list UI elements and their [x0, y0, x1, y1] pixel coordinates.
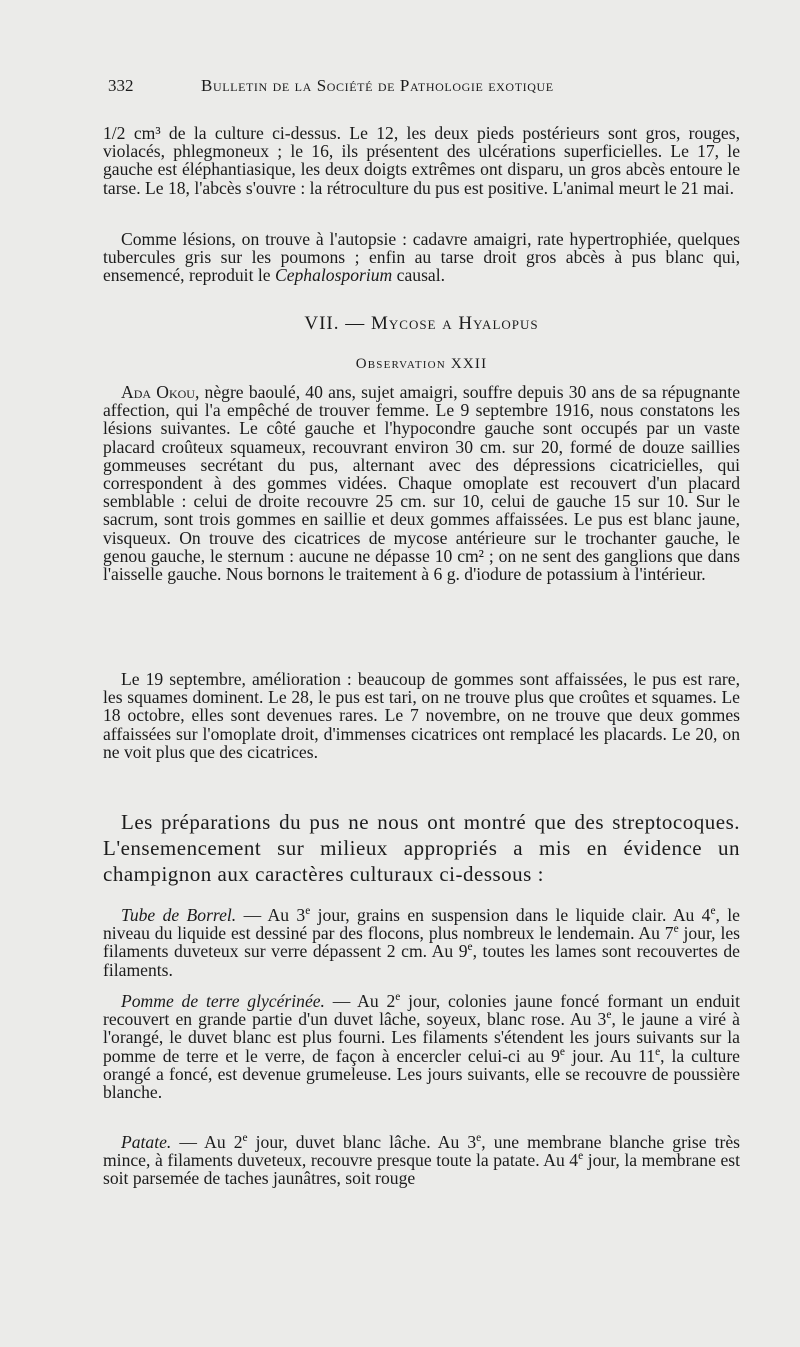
- text-run: causal.: [392, 265, 446, 286]
- paragraph-2: [103, 230, 740, 285]
- medium-name: Tube de Borrel.: [121, 905, 237, 925]
- paragraph-4: [103, 670, 740, 761]
- observation-heading-block: [103, 356, 740, 373]
- paragraph-8: [103, 1133, 740, 1188]
- paragraph-5: [103, 810, 740, 887]
- medium-name: Patate.: [121, 1132, 172, 1152]
- medium-name: Pomme de terre glycérinée.: [121, 991, 325, 1011]
- paragraph-6: [103, 906, 740, 979]
- observation-heading: Observation XXII: [355, 356, 488, 372]
- paragraph-text: Tube de Borrel. — Au 3e jour, grains en suspension dans le liquide clair. Au 4e, le niveau du liquide est dessiné par des flocons, plus nombreux le lendemain. Au 7e jour, les filaments duveteux sur verre dépassent 2 cm. Au 9e, toutes les lames sont recouvertes de filaments.: [103, 905, 740, 980]
- text-run: Comme lésions, on trouve à l'autopsie : cadavre amaigri, rate hypertrophiée, quelques tubercules gris sur les poumons ; enfin au tarse droit gros abcès à pus blanc qui, ensemencé, reproduit le: [103, 229, 740, 286]
- paragraph-text: 1/2 cm³ de la culture ci-dessus. Le 12, les deux pieds postérieurs sont gros, rouges, violacés, phlegmoneux ; le 16, ils présentent des ulcérations superficielles. Le 17, le gauche est éléphantiasique, les deux doigts extrêmes ont disparu, un gros abcès entoure le tarse. Le 18, l'abcès s'ouvre : la rétroculture du pus est positive. L'animal meurt le 21 mai.: [103, 123, 740, 198]
- patient-name: Ada Okou: [121, 382, 195, 402]
- paragraph-7: [103, 992, 740, 1101]
- page-number: 332: [108, 76, 134, 95]
- paragraph-3: [103, 383, 740, 583]
- paragraph-text: Patate. — Au 2e jour, duvet blanc lâche. Au 3e, une membrane blanche grise très mince, à filaments duveteux, recouvre presque toute la patate. Au 4e jour, la membrane est soit parsemée de taches jaunâtres, soit rouge: [103, 1132, 740, 1189]
- section-heading-block: [103, 313, 740, 335]
- genus-name: Cephalosporium: [274, 265, 393, 286]
- journal-title: Bulletin de la Société de Pathologie exotique: [201, 76, 554, 95]
- paragraph-text: Les préparations du pus ne nous ont montré que des streptocoques. L'ensemencement sur milieux appropriés a mis en évidence un champignon aux caractères culturaux ci-dessous :: [103, 810, 740, 886]
- paragraph-text: [103, 383, 740, 583]
- text-run: , nègre baoulé, 40 ans, sujet amaigri, souffre depuis 30 ans de sa répugnante affection, qui l'a empêché de trouver femme. Le 9 septembre 1916, nous constatons les lésions suivantes. Le côté gauche et l'hypocondre gauche sont occupés par un vaste placard croûteux squameux, recouvrant environ 30 cm. sur 20, formé de douze saillies gommeuses secrétant du pus, alternant avec des dépressions cicatricielles, qui correspondent à des gommes vidées. Chaque omoplate est recouvert d'un placard semblable : celui de droite recouvre 25 cm. sur 10, celui de gauche 15 sur 10. Sur le sacrum, sont trois gommes en saillie et deux gommes affaissées. Le pus est blanc jaune, visqueux. On trouve des cicatrices de mycose antérieure sur le trochanter gauche, le genou gauche, le sternum : aucune ne dépasse 10 cm² ; on ne sent des ganglions que dans l'aisselle gauche. Nous bornons le traitement à 6 g. d'iodure de potassium à l'intérieur.: [103, 382, 741, 585]
- paragraph-1: [103, 124, 740, 197]
- paragraph-text: Le 19 septembre, amélioration : beaucoup de gommes sont affaissées, le pus est rare, les squames dominent. Le 28, le pus est tari, on ne trouve plus que croûtes et squames. Le 18 octobre, elles sont devenues rares. Le 7 novembre, on ne trouve que deux gommes affaissées sur l'omoplate droit, d'immenses cicatrices ont remplacé les placards. Le 20, on ne voit plus que des cicatrices.: [103, 669, 740, 762]
- paragraph-text: Pomme de terre glycérinée. — Au 2e jour, colonies jaune foncé formant un enduit recouvert en grande partie d'un duvet lâche, soyeux, blanc rose. Au 3e, le jaune a viré à l'orangé, le duvet blanc est plus fourni. Les filaments s'étendent les jours suivants sur la pomme de terre et le verre, de façon à encercler celui-ci au 9e jour. Au 11e, la culture orangé a foncé, est devenue grumeleuse. Les jours suivants, elle se recouvre de poussière blanche.: [103, 991, 741, 1103]
- section-heading: VII. — Mycose a Hyalopus: [304, 313, 539, 334]
- paragraph-text: [103, 230, 740, 285]
